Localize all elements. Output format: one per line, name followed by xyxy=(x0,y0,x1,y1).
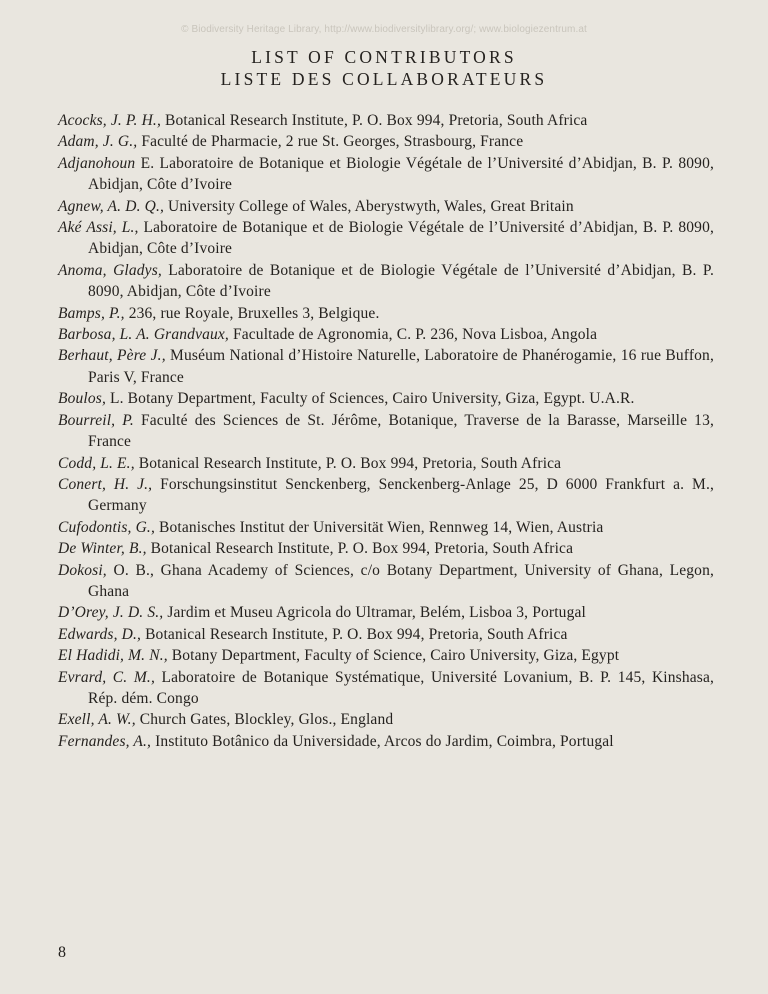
contributor-name: Aké Assi, L., xyxy=(58,219,139,237)
contributor-entry xyxy=(58,538,714,559)
contributor-name: Adjanohoun xyxy=(58,154,136,172)
contributor-entry xyxy=(58,196,714,217)
contributor-address: Church Gates, Blockley, Glos., England xyxy=(135,711,394,729)
contributor-name: Anoma, Gladys, xyxy=(58,261,162,279)
contributor-entry xyxy=(58,667,714,710)
contributor-entry xyxy=(58,645,714,666)
contributor-name: Evrard, C. M., xyxy=(58,668,155,686)
contributor-entry xyxy=(58,324,714,345)
contributor-address: O. B., Ghana Academy of Sciences, c/o Botany Department, University of Ghana, Legon, Ghana xyxy=(88,561,714,600)
title-english: LIST OF CONTRIBUTORS xyxy=(251,47,517,67)
contributor-name: D’Orey, J. D. S., xyxy=(58,604,164,622)
contributor-name: Acocks, J. P. H., xyxy=(58,112,161,129)
contributor-entry xyxy=(58,709,714,730)
page-title xyxy=(0,46,768,90)
contributor-address: Jardim et Museu Agricola do Ultramar, Belém, Lisboa 3, Portugal xyxy=(163,604,586,622)
contributor-address: Laboratoire de Botanique Systématique, Université Lovanium, B. P. 145, Kinshasa, Rép. dém. Congo xyxy=(88,668,715,707)
contributor-entry xyxy=(58,474,714,517)
contributor-name: Exell, A. W., xyxy=(58,711,136,729)
contributor-entry xyxy=(58,560,714,603)
contributor-entry xyxy=(58,517,714,538)
contributor-name: Fernandes, A., xyxy=(58,732,152,750)
contributor-address: Laboratoire de Botanique et de Biologie Végétale de l’Université d’Abidjan, B. P. 8090, Abidjan, Côte d’Ivoire xyxy=(88,261,714,301)
contributor-name: Boulos, xyxy=(58,390,106,408)
contributor-entry xyxy=(58,602,714,623)
contributor-entry xyxy=(58,345,714,388)
title-french: LISTE DES COLLABORATEURS xyxy=(220,69,548,89)
contributor-address: Botanical Research Institute, P. O. Box 994, Pretoria, South Africa xyxy=(160,112,588,129)
contributor-entry xyxy=(58,303,714,324)
contributor-address: Botanical Research Institute, P. O. Box 994, Pretoria, South Africa xyxy=(146,540,574,558)
contributor-address: Instituto Botânico da Universidade, Arcos do Jardim, Coimbra, Portugal xyxy=(151,732,614,750)
contributor-name: Dokosi, xyxy=(58,561,107,579)
contributor-entry xyxy=(58,453,714,474)
contributor-name: Agnew, A. D. Q., xyxy=(58,197,165,215)
contributor-name: Berhaut, Père J., xyxy=(58,347,166,365)
contributor-entry xyxy=(58,731,714,752)
contributor-address: Botany Department, Faculty of Science, Cairo University, Giza, Egypt xyxy=(167,647,620,665)
contributor-name: Bourreil, P. xyxy=(58,411,134,429)
contributor-address: Laboratoire de Botanique et de Biologie Végétale de l’Université d’Abidjan, B. P. 8090, Abidjan, Côte d’Ivoire xyxy=(88,219,714,258)
contributor-name: Edwards, D., xyxy=(58,625,142,643)
contributor-name: Conert, H. J., xyxy=(58,475,153,493)
contributor-address: University College of Wales, Aberystwyth, Wales, Great Britain xyxy=(164,197,574,215)
contributor-address: Muséum National d’Histoire Naturelle, Laboratoire de Phanérogamie, 16 rue Buffon, Paris V, France xyxy=(88,347,714,386)
contributor-name: Bamps, P., xyxy=(58,304,125,322)
contributor-entry xyxy=(58,131,714,152)
contributor-entry xyxy=(58,624,714,645)
contributor-address: Botanisches Institut der Universität Wien, Rennweg 14, Wien, Austria xyxy=(154,518,604,536)
contributor-entry xyxy=(58,260,714,303)
contributor-name: Adam, J. G., xyxy=(58,133,138,151)
contributor-entry xyxy=(58,410,714,453)
contributor-address: L. Botany Department, Faculty of Sciences, Cairo University, Giza, Egypt. U.A.R. xyxy=(105,390,635,408)
contributor-address: E. Laboratoire de Botanique et Biologie Végétale de l’Université d’Abidjan, B. P. 8090, Abidjan, Côte d’Ivoire xyxy=(88,154,714,194)
contributor-address: Botanical Research Institute, P. O. Box 994, Pretoria, South Africa xyxy=(134,454,562,472)
contributor-address: Faculté des Sciences de St. Jérôme, Botanique, Traverse de la Barasse, Marseille 13, France xyxy=(88,411,714,451)
contributor-name: El Hadidi, M. N., xyxy=(58,647,168,665)
page-number: 8 xyxy=(58,944,66,961)
contributor-list xyxy=(58,110,714,752)
contributor-address: Botanical Research Institute, P. O. Box 994, Pretoria, South Africa xyxy=(141,625,568,643)
contributor-name: Barbosa, L. A. Grandvaux, xyxy=(58,326,229,344)
contributor-address: Facultade de Agronomia, C. P. 236, Nova Lisboa, Angola xyxy=(228,326,598,344)
watermark: © Biodiversity Heritage Library, http://www.biodiversitylibrary.org/; www.biologiezentrum.at xyxy=(181,24,587,35)
contributor-address: Faculté de Pharmacie, 2 rue St. Georges, Strasbourg, France xyxy=(137,133,524,151)
contributor-address: Forschungsinstitut Senckenberg, Senckenberg-Anlage 25, D 6000 Frankfurt a. M., Germany xyxy=(88,475,715,515)
contributor-address: 236, rue Royale, Bruxelles 3, Belgique. xyxy=(124,304,380,322)
contributor-name: Codd, L. E., xyxy=(58,454,135,472)
contributor-entry xyxy=(58,388,714,409)
contributor-entry xyxy=(58,217,714,260)
contributor-name: De Winter, B., xyxy=(58,540,147,558)
contributor-entry xyxy=(58,153,714,196)
contributor-entry xyxy=(58,110,714,131)
contributor-name: Cufodontis, G., xyxy=(58,518,155,536)
